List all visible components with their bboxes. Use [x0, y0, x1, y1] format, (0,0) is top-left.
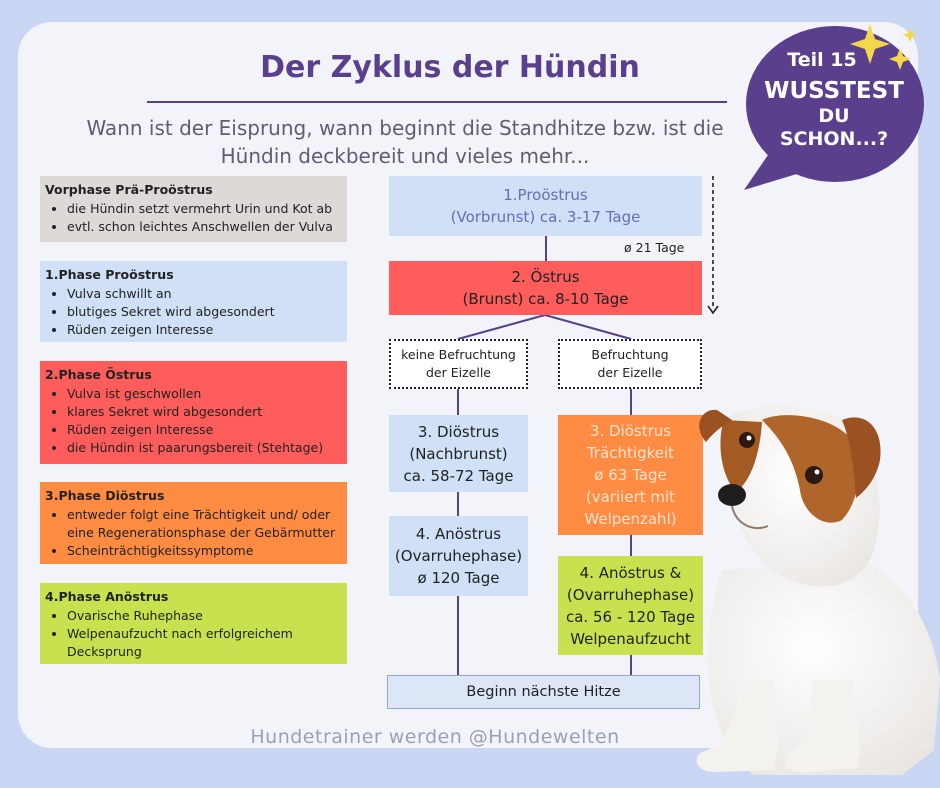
- phase-heading: 3.Phase Diöstrus: [45, 488, 165, 503]
- phase-heading: Vorphase Prä-Proöstrus: [45, 182, 213, 197]
- flow-anoestrus-left: [389, 516, 528, 596]
- phase-bullet: • Welpenaufzucht nach erfolgreichem Decksprung: [67, 625, 341, 661]
- flow-no-fertilization: [389, 339, 528, 389]
- phase-bullet: • Ovarische Ruhephase: [67, 607, 341, 625]
- flow-text: 3. Diöstrus: [589, 422, 672, 440]
- phase-bullet: • die Hündin ist paarungsbereit (Stehtage): [67, 439, 341, 457]
- puppy-eye: [805, 466, 823, 484]
- phase-bullet: • Vulva schwillt an: [67, 285, 341, 303]
- puppy-eye: [739, 432, 755, 448]
- flow-text: Welpenzahl): [584, 510, 677, 528]
- eye-highlight: [747, 436, 752, 441]
- badge-line-1: Teil 15: [787, 49, 857, 71]
- flow-text: 1.Proöstrus: [503, 186, 588, 204]
- cycle-length-label: ø 21 Tage: [624, 240, 685, 255]
- flow-text: der Eizelle: [597, 365, 663, 380]
- flow-text: 2. Östrus: [511, 268, 580, 286]
- puppy-nose: [718, 484, 746, 506]
- page-title: Der Zyklus der Hündin: [260, 50, 640, 85]
- flow-text: ca. 56 - 120 Tage: [565, 607, 696, 626]
- arrow-head-icon: [708, 306, 718, 313]
- flow-text: 3. Diöstrus: [417, 422, 500, 441]
- speech-bubble-badge: [730, 12, 935, 197]
- flow-next-heat: Beginn nächste Hitze: [387, 675, 700, 709]
- phase-bullet: • Rüden zeigen Interesse: [67, 321, 341, 339]
- phase-bullet: • die Hündin setzt vermehrt Urin und Kot ab: [67, 200, 341, 218]
- badge-line-3: DU: [818, 105, 850, 127]
- flow-text: 4. Anöstrus &: [579, 563, 682, 582]
- flow-text: (Brunst) ca. 8-10 Tage: [462, 290, 629, 308]
- flow-text: ca. 58-72 Tage: [403, 466, 514, 485]
- phase-heading: 1.Phase Proöstrus: [45, 267, 174, 282]
- subtitle-line-2: Hündin deckbereit und vieles mehr...: [220, 144, 590, 168]
- flow-text: Trächtigkeit: [586, 444, 675, 462]
- footer-credit: Hundetrainer werden @Hundewelten: [250, 726, 620, 748]
- badge-line-2: WUSSTEST: [764, 78, 904, 104]
- connector-line: [545, 315, 631, 339]
- flow-text: (variiert mit: [585, 488, 676, 506]
- flow-text: ø 120 Tage: [417, 569, 500, 587]
- phase-bullet: • klares Sekret wird abgesondert: [67, 403, 341, 421]
- phase-bullet: • Rüden zeigen Interesse: [67, 421, 341, 439]
- flow-text: Welpenaufzucht: [570, 629, 691, 648]
- badge-line-4: SCHON...?: [779, 128, 889, 150]
- eye-highlight: [815, 470, 820, 475]
- flow-oestrus: [389, 261, 702, 315]
- phase-bullet: • evtl. schon leichtes Anschwellen der Vulva: [67, 218, 341, 236]
- flow-text: (Vorbrunst) ca. 3-17 Tage: [450, 208, 641, 226]
- phase-bullet: • Scheinträchtigkeitssymptome: [67, 542, 341, 560]
- flow-text: keine Befruchtung: [401, 347, 516, 362]
- flow-proestrus: [389, 176, 702, 236]
- phase-bullet: • entweder folgt eine Trächtigkeit und/ oder eine Regenerationsphase der Gebärmutter: [67, 506, 341, 542]
- flow-text: (Ovarruhephase): [566, 585, 695, 604]
- flow-text: 4. Anöstrus: [415, 525, 502, 543]
- phase-heading: 4.Phase Anöstrus: [45, 589, 169, 604]
- phase-heading: 2.Phase Östrus: [45, 367, 152, 382]
- puppy-illustration: [662, 380, 940, 788]
- flow-text: (Nachbrunst): [409, 444, 508, 463]
- flow-dioestrus-left: [389, 415, 528, 492]
- flow-text: Befruchtung: [591, 347, 669, 362]
- flow-text: ø 63 Tage: [594, 466, 667, 484]
- phase-bullet: • blutiges Sekret wird abgesondert: [67, 303, 341, 321]
- connector-line: [458, 315, 545, 339]
- flow-text: (Ovarruhephase): [394, 547, 523, 565]
- phase-bullet: • Vulva ist geschwollen: [67, 385, 341, 403]
- flow-text: der Eizelle: [426, 365, 491, 380]
- subtitle-line-1: Wann ist der Eisprung, wann beginnt die Standhitze bzw. ist die: [86, 116, 724, 140]
